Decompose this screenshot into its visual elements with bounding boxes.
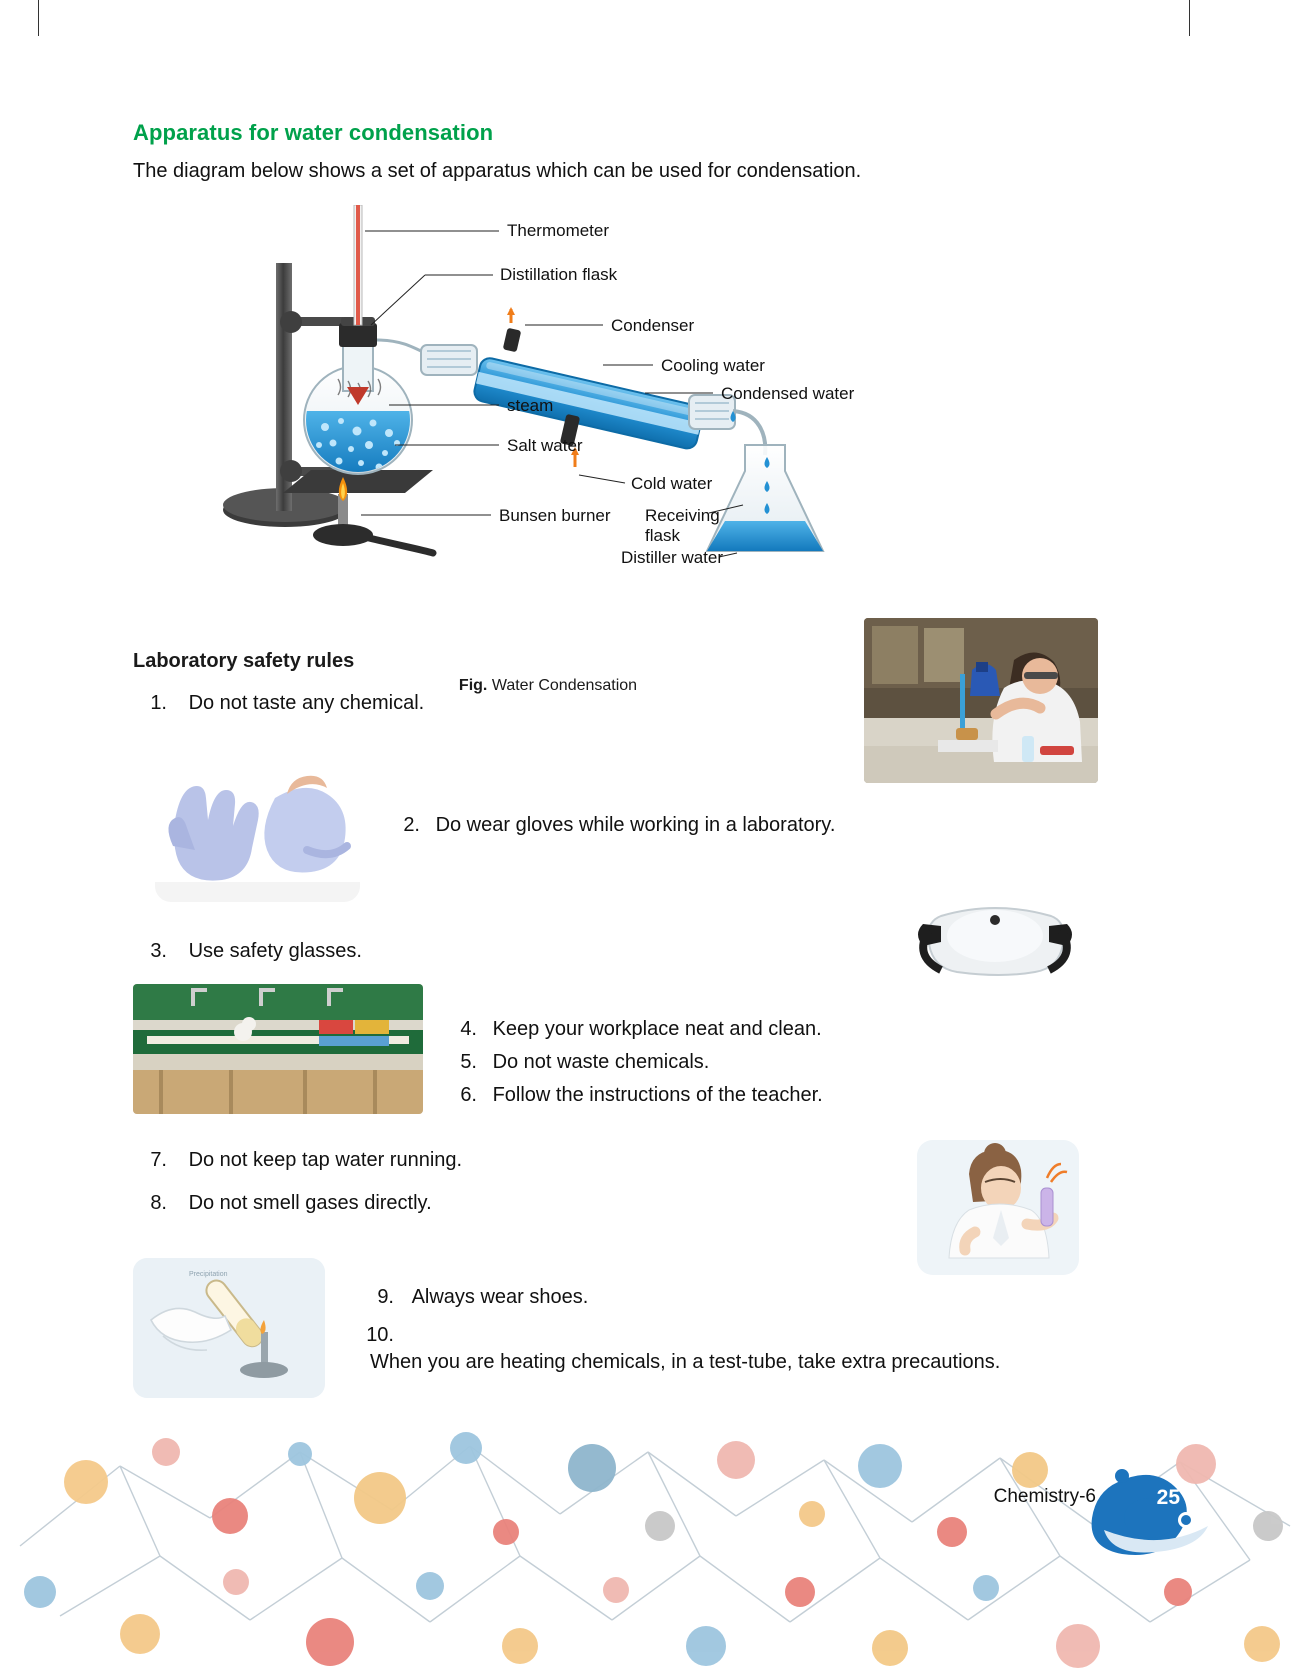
label-distillation-flask: Distillation flask (500, 265, 618, 284)
rule-number: 5. (460, 1051, 477, 1073)
rule-text: Follow the instructions of the teacher. (492, 1084, 823, 1106)
list-item (372, 1284, 588, 1311)
safety-rules-heading: Laboratory safety rules (133, 650, 355, 672)
label-steam: steam (507, 396, 554, 415)
list-item (398, 812, 835, 839)
rule-number: 6. (460, 1084, 477, 1106)
label-bunsen-burner: Bunsen burner (499, 506, 611, 525)
page-title: Apparatus for water condensation (133, 120, 494, 145)
rule-number: 7. (150, 1149, 167, 1171)
rule-number: 9. (377, 1286, 394, 1308)
label-cooling-water: Cooling water (661, 356, 765, 375)
intro-paragraph: The diagram below shows a set of apparatus which can be used for condensation. (133, 160, 862, 182)
figure-caption-text: Water Condensation (491, 677, 638, 694)
condensation-diagram-svg (133, 205, 1099, 675)
rule-text: Do not smell gases directly. (188, 1192, 432, 1214)
photo-scientist-in-lab (864, 618, 1098, 783)
list-item (455, 1082, 823, 1109)
rule-text: When you are heating chemicals, in a test-tube, take extra precautions. (370, 1351, 1001, 1373)
list-item (145, 1190, 432, 1217)
rule-number: 4. (460, 1018, 477, 1040)
label-receiving-flask-line2: flask (645, 526, 680, 545)
label-thermometer: Thermometer (507, 221, 610, 240)
rule-text: Do not taste any chemical. (188, 692, 425, 714)
photo-heating-test-tube (133, 1258, 325, 1398)
figure-caption-label: Fig. (458, 677, 488, 694)
svg-text:Precipitation: Precipitation (189, 1271, 228, 1278)
footer-decoration (0, 1406, 1308, 1668)
rule-number: 8. (150, 1192, 167, 1214)
footer-subject: Chemistry-6 (993, 1486, 1096, 1507)
rule-number: 3. (150, 940, 167, 962)
list-item (455, 1049, 709, 1076)
label-condenser: Condenser (611, 316, 695, 335)
list-item (455, 1016, 822, 1043)
rule-text: Keep your workplace neat and clean. (492, 1018, 822, 1040)
list-item (145, 938, 362, 965)
rule-number: 1. (150, 692, 167, 714)
photo-smelling-gas (917, 1140, 1079, 1275)
rule-number: 2. (403, 814, 420, 836)
list-item (145, 690, 424, 717)
rule-text: Use safety glasses. (188, 940, 362, 962)
label-salt-water: Salt water (507, 436, 583, 455)
rule-text: Always wear shoes. (411, 1286, 589, 1308)
rule-text: Do wear gloves while working in a laboratory. (435, 814, 836, 836)
rule-text: Do not keep tap water running. (188, 1149, 463, 1171)
photo-safety-goggles (905, 880, 1085, 990)
label-receiving-flask-line1: Receiving (645, 506, 720, 525)
rule-number: 10. (366, 1324, 394, 1346)
rule-text: Do not waste chemicals. (492, 1051, 710, 1073)
label-distiller-water: Distiller water (621, 548, 724, 567)
photo-gloves (155, 750, 360, 902)
photo-lab-benches (133, 984, 423, 1114)
label-condensed-water: Condensed water (721, 384, 855, 403)
page-number: 25 (1156, 1486, 1180, 1509)
label-cold-water: Cold water (631, 474, 713, 493)
list-item (360, 1322, 1100, 1376)
list-item (145, 1147, 462, 1174)
